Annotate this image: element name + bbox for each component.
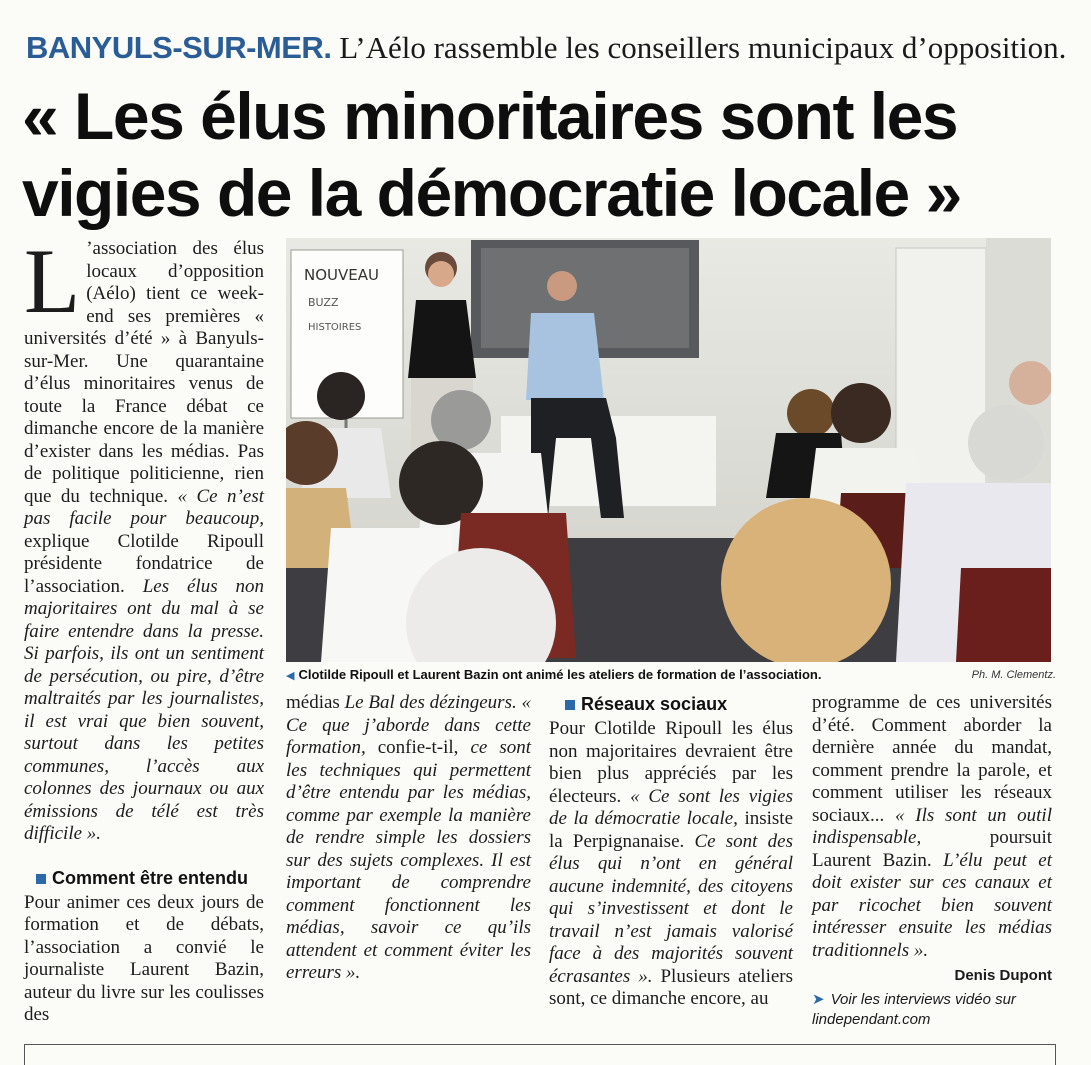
arrow-right-icon: ➤ xyxy=(812,991,825,1008)
kicker-town: BANYULS-SUR-MER. xyxy=(26,30,332,65)
drop-cap: L xyxy=(24,230,81,332)
col2-paragraph: médias Le Bal des dézingeurs. « Ce que j’aborde dans cette formation, confie-t-il, ce sont les techniques qui permettent d’être entendu par les médias, comme par exemple la manière de rendre simple les dossiers sur des sujets complexes. Il est important de comprendre comment fonctionnent les médias, savoir ce qu’ils attendent et comment éviter les erreurs ». xyxy=(286,692,531,983)
flipchart-line-3: HISTOIRES xyxy=(308,322,362,333)
article-photo xyxy=(286,238,1051,662)
promo-url[interactable]: lindependant.com xyxy=(812,1011,931,1028)
intro-paragraph xyxy=(24,230,264,846)
author-signature: Denis Dupont xyxy=(954,967,1052,984)
video-promo-link[interactable]: ➤ Voir les interviews vidéo sur lindependant.com xyxy=(812,991,1016,1028)
photo-caption xyxy=(286,666,1056,685)
col4-paragraph: programme de ces universités d’été. Comment aborder la dernière année du mandat, comment prendre la parole, et comment utiliser les réseaux sociaux... « Ils sont un outil indispensable, poursuit Laurent Bazin. L’élu peut et doit exister sur ces canaux et par ricochet bien souvent intéresser ensuite les médias traditionnels ». xyxy=(812,692,1052,961)
headline: « Les élus minoritaires sont les vigies de la démocratie locale » xyxy=(22,79,961,230)
section1-paragraph: Pour animer ces deux jours de formation et de débats, l’association a convié le journaliste Laurent Bazin, auteur du livre sur les coulisses des xyxy=(24,891,264,1025)
section2-paragraph: Pour Clotilde Ripoull les élus non majoritaires devraient être bien plus appréciés par les électeurs. « Ce sont les vigies de la démocratie locale, insiste la Perpignanaise. Ce sont des élus qui n’ont en général aucune indemnité, des citoyens qui s’investissent et dont le travail n’est jamais valorisé face à des majorités souvent écrasantes ». Plusieurs ateliers sont, ce dimanche encore, au xyxy=(549,718,794,1009)
flipchart-line-1: NOUVEAU xyxy=(304,266,379,284)
caption-arrow-icon: ◀ xyxy=(286,670,295,682)
intro-text-2: explique Clotilde Ripoull présidente fondatrice de l’association. xyxy=(24,530,264,597)
subheading-reseaux-sociaux: Réseaux sociaux xyxy=(565,694,793,714)
intro-quote-1: « Ce n’est pas facile pour beaucoup, xyxy=(24,485,264,529)
kicker-line xyxy=(26,30,1076,66)
article-column-3 xyxy=(549,692,793,1011)
article-column-1 xyxy=(24,230,264,1027)
subheading-comment-etre-entendu: Comment être entendu xyxy=(36,868,264,888)
photo-credit: Ph. M. Clementz. xyxy=(971,669,1056,681)
caption-text: Clotilde Ripoull et Laurent Bazin ont animé les ateliers de formation de l’association. xyxy=(298,667,822,682)
square-bullet-icon xyxy=(36,874,46,884)
article-column-4 xyxy=(812,692,1052,1030)
book-title: Le Bal des dézingeurs. xyxy=(344,692,517,713)
intro-text: ’association des élus locaux d’opposition (Aélo) tient ce week-end ses premières « universités d’été » à Banyuls-sur-Mer. Une quarantaine d’élus minoritaires venus de toute la France débat ce dimanche encore de la manière d’exister dans les médias. Pas de politique politicienne, rien que du technique. xyxy=(24,238,264,507)
kicker-subtitle: L’Aélo rassemble les conseillers municipaux d’opposition. xyxy=(339,30,1067,65)
intro-quote-2: Les élus non majoritaires ont du mal à se faire entendre dans la presse. Si parfois, ils ont un sentiment de persécution, ou pire, d’être maltraités par les journalistes, il est vrai que bien souvent, surtout dans les petites communes, l’accès aux colonnes des journaux ou aux émissions de télé est très difficile ». xyxy=(24,575,264,844)
flipchart-line-2: BUZZ xyxy=(308,296,339,309)
square-bullet-icon xyxy=(565,700,575,710)
article-column-2 xyxy=(286,692,531,985)
